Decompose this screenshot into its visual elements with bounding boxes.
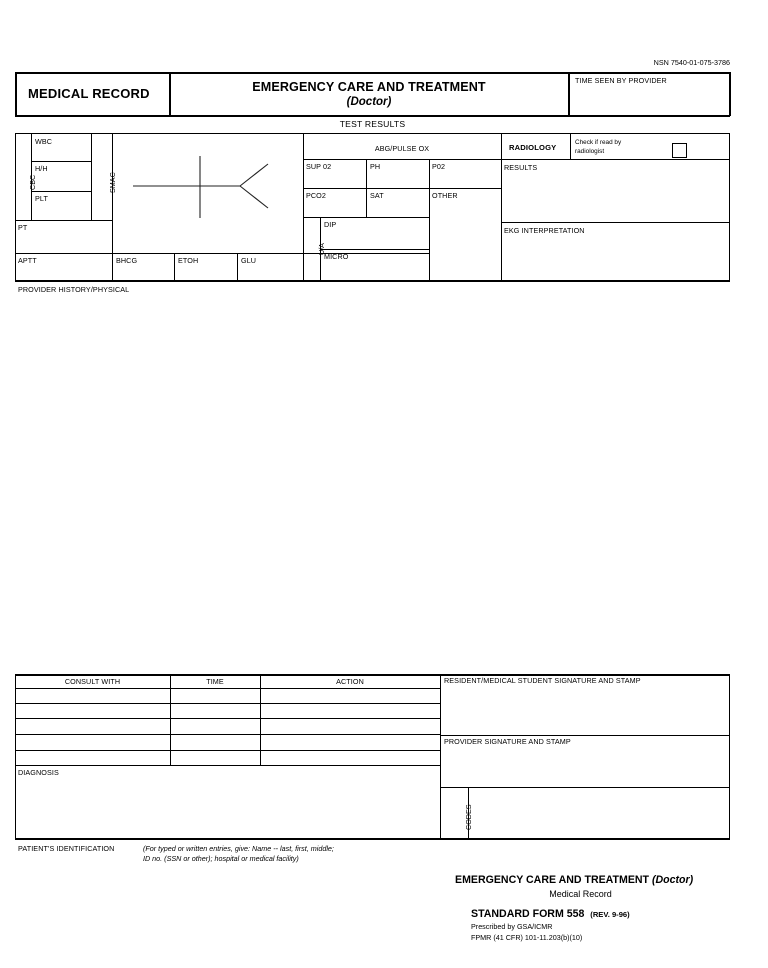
abg-left-edge (303, 134, 304, 281)
resident-signature-label: RESIDENT/MEDICAL STUDENT SIGNATURE AND STAMP (444, 676, 641, 685)
dip-label: DIP (324, 220, 337, 229)
test-results-header: TEST RESULTS (339, 119, 406, 129)
sup02-label: SUP 02 (306, 162, 332, 171)
micro-label: MICRO (324, 252, 349, 261)
p02-label: P02 (432, 162, 446, 171)
header-right-edge (729, 72, 731, 116)
abg-row-rule-2 (303, 217, 429, 218)
footer-title (455, 874, 693, 886)
consult-row-rule-1 (15, 703, 440, 704)
other-label: OTHER (432, 191, 458, 200)
provider-signature-top-rule (440, 735, 730, 736)
abg-right-edge (501, 134, 502, 281)
header-divider-1 (169, 72, 171, 116)
abg-row-rule-1 (303, 188, 501, 189)
patient-id-note-line1: (For typed or written entries, give: Name -- last, first, middle; (143, 844, 334, 853)
consult-col-divider-2 (260, 674, 261, 766)
smac-label: SMAC (108, 172, 117, 193)
hh-label: H/H (35, 164, 48, 173)
footer-title-main: EMERGENCY CARE AND TREATMENT (455, 874, 650, 886)
page-title: EMERGENCY CARE AND TREATMENT (252, 80, 486, 94)
ua-row-rule (320, 249, 429, 250)
check-note-line2: radiologist (575, 148, 605, 155)
header-left-edge (15, 72, 17, 116)
consult-row-rule-3 (15, 734, 440, 735)
radiology-label: RADIOLOGY (509, 143, 557, 152)
check-note-line1: Check if read by (575, 139, 622, 146)
bhcg-right-divider (174, 253, 175, 281)
pt-label: PT (18, 223, 28, 232)
test-results-rule (15, 133, 730, 134)
action-header: ACTION (336, 677, 364, 686)
footer-fpmr: FPMR (41 CFR) 101-11.203(b)(10) (471, 933, 583, 942)
pco2-label: PCO2 (306, 191, 326, 200)
time-header: TIME (206, 677, 224, 686)
codes-label: CODES (464, 804, 473, 830)
time-seen-by-provider-label: TIME SEEN BY PROVIDER (575, 76, 667, 85)
tr-right-edge (729, 134, 730, 281)
consult-col-divider-1 (170, 674, 171, 766)
provider-history-label: PROVIDER HISTORY/PHYSICAL (18, 285, 130, 294)
form-revision: (REV. 9-96) (590, 910, 630, 919)
provider-signature-label: PROVIDER SIGNATURE AND STAMP (444, 737, 571, 746)
pt-top-rule (15, 220, 112, 221)
consult-header-rule (15, 688, 440, 689)
tr-left-edge (15, 134, 16, 281)
codes-top-rule (440, 787, 730, 788)
standard-form-number: STANDARD FORM 558 (471, 908, 585, 920)
diagnosis-label: DIAGNOSIS (18, 768, 59, 777)
cbc-row-rule-2 (31, 191, 91, 192)
cbc-right-divider (91, 134, 92, 220)
cbc-row-rule-1 (31, 161, 91, 162)
consult-row-rule-2 (15, 718, 440, 719)
aptt-right-divider (112, 220, 113, 281)
sat-label: SAT (370, 191, 384, 200)
radiology-check-divider (570, 134, 571, 159)
etoh-label: ETOH (178, 256, 199, 265)
ua-label: U/A (317, 243, 326, 255)
consult-right-edge (440, 674, 441, 838)
cbc-label: CBC (28, 174, 37, 190)
abg-header-rule (303, 159, 501, 160)
bhcg-label: BHCG (116, 256, 138, 265)
radiology-results-label: RESULTS (504, 163, 538, 172)
glu-label: GLU (241, 256, 257, 265)
ph-label: PH (370, 162, 381, 171)
patient-id-note-line2: ID no. (SSN or other); hospital or medical facility) (143, 854, 299, 863)
header-top-rule (15, 72, 730, 74)
abg-col-divider-1 (366, 159, 367, 217)
ekg-top-rule (501, 222, 729, 223)
diagnosis-left-edge (15, 766, 16, 838)
consult-row-rule-4 (15, 750, 440, 751)
wbc-label: WBC (35, 137, 53, 146)
consult-with-header: CONSULT WITH (64, 677, 121, 686)
signature-right-edge (729, 674, 730, 838)
footer-title-doctor: (Doctor) (651, 874, 694, 886)
footer-prescribed-by: Prescribed by GSA/ICMR (471, 922, 553, 931)
nsn-number: NSN 7540-01-075-3786 (653, 58, 730, 67)
diagnosis-bottom-rule (15, 838, 730, 840)
page-subtitle: (Doctor) (346, 96, 392, 108)
footer-medical-record: Medical Record (549, 889, 612, 899)
ekg-interpretation-label: EKG INTERPRETATION (504, 226, 585, 235)
aptt-label: APTT (18, 256, 37, 265)
plt-label: PLT (35, 194, 48, 203)
radiology-header-rule (501, 159, 729, 160)
consult-bottom-rule (15, 765, 440, 766)
header-bottom-rule (15, 115, 730, 117)
etoh-right-divider (237, 253, 238, 281)
smac-fishbone-diagram (120, 138, 280, 228)
medical-record-label: MEDICAL RECORD (28, 86, 150, 101)
footer-standard-form (471, 908, 630, 920)
header-divider-2 (568, 72, 570, 116)
patient-identification-label: PATIENT'S IDENTIFICATION (18, 844, 115, 853)
aptt-top-rule (15, 253, 429, 254)
tr-bottom-rule (15, 280, 730, 282)
abg-col-divider-2 (429, 159, 430, 281)
abg-pulse-ox-header: ABG/PULSE OX (374, 144, 430, 153)
consult-left-edge (15, 674, 16, 766)
read-by-radiologist-checkbox[interactable] (672, 143, 687, 158)
